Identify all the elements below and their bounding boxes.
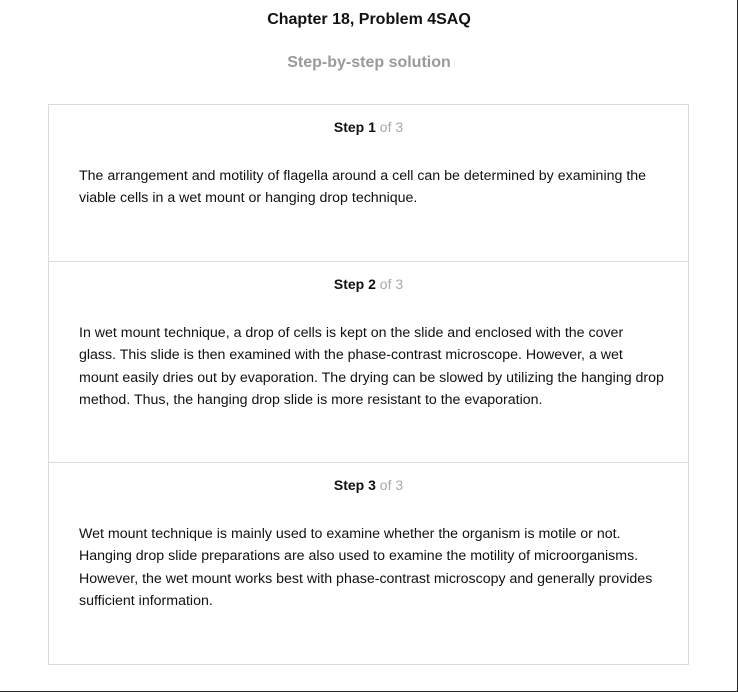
- step-total: of 3: [379, 119, 404, 135]
- step-label: Step: [333, 276, 365, 292]
- step-total: of 3: [379, 477, 404, 493]
- page-title: Chapter 18, Problem 4SAQ: [267, 11, 471, 28]
- page-subtitle: Step-by-step solution: [287, 54, 451, 71]
- step-header: [49, 276, 688, 292]
- step-number: 1: [368, 119, 376, 135]
- step-text: The arrangement and motility of flagella around a cell can be determined by examining the viable cells in a wet mount or hanging drop technique.: [79, 168, 647, 207]
- step-card-2: [49, 262, 688, 463]
- step-card-1: [49, 105, 688, 262]
- step-text: Wet mount technique is mainly used to examine whether the organism is motile or not. Hanging drop slide preparations are also used to examine the motility of microorganisms. However, the wet mount works best with phase-contrast microscopy and generally provides sufficient information.: [79, 526, 653, 610]
- step-number: 2: [368, 276, 376, 292]
- step-header: [49, 477, 688, 493]
- steps-container: [48, 104, 689, 665]
- step-header: [49, 119, 688, 135]
- step-label: Step: [333, 477, 365, 493]
- step-text: In wet mount technique, a drop of cells is kept on the slide and enclosed with the cover glass. This slide is then examined with the phase-contrast microscope. However, a wet mount easily dries out by evaporation. The drying can be slowed by utilizing the hanging drop method. Thus, the hanging drop slide is more resistant to the evaporation.: [79, 325, 664, 409]
- step-label: Step: [333, 119, 365, 135]
- step-card-3: [49, 463, 688, 664]
- step-number: 3: [368, 477, 376, 493]
- step-total: of 3: [379, 276, 404, 292]
